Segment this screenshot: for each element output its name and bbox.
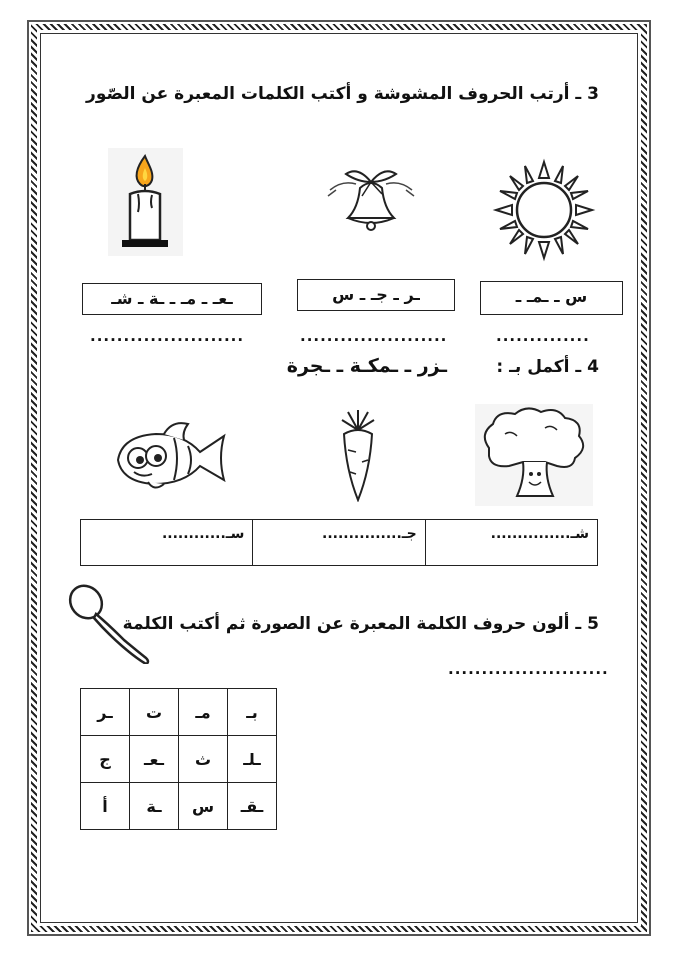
grid-cell[interactable]: ت — [130, 689, 179, 736]
answer-line-bell: ...................... — [300, 327, 448, 345]
grid-cell[interactable]: ـعـ — [130, 736, 179, 783]
bell-icon — [322, 160, 422, 240]
section4-letters: ـزر ـ ـمكـة ـ ـجرة — [286, 355, 447, 377]
grid-cell[interactable]: س — [179, 783, 228, 830]
grid-cell[interactable]: بـ — [228, 689, 277, 736]
grid-cell[interactable]: ـلـ — [228, 736, 277, 783]
carrot-icon — [328, 410, 388, 502]
scrambled-letters-candle: ـعـ ـ مـ ـ ـة ـ شـ — [82, 283, 262, 315]
fish-icon — [108, 414, 230, 494]
scrambled-letters-sun: س ـ ـمـ ـ — [480, 281, 623, 315]
grid-cell[interactable]: ـر — [81, 689, 130, 736]
letter-grid — [80, 688, 277, 830]
sun-icon — [492, 158, 596, 262]
grid-cell[interactable]: ج — [81, 736, 130, 783]
scrambled-letters-bell: ـر ـ جـ ـ س — [297, 279, 455, 311]
fill-in-table — [80, 519, 598, 566]
answer-line-sun: .............. — [496, 327, 590, 345]
section5-answer-line: ........................ — [448, 660, 609, 678]
fill-cell-tree[interactable]: شـ............... — [425, 520, 597, 566]
section3-heading: 3 ـ أرتب الحروف المشوشة و أكتب الكلمات المعبرة عن الصّور — [86, 84, 599, 104]
fill-cell-carrot[interactable]: جـ............... — [253, 520, 425, 566]
grid-cell[interactable]: مـ — [179, 689, 228, 736]
grid-cell[interactable]: ث — [179, 736, 228, 783]
tree-icon — [475, 404, 593, 506]
section4-heading: 4 ـ أكمل بـ : — [496, 357, 599, 377]
candle-icon — [108, 148, 183, 256]
grid-cell[interactable]: ـقـ — [228, 783, 277, 830]
answer-line-candle: ....................... — [90, 327, 245, 345]
grid-cell[interactable]: أ — [81, 783, 130, 830]
section5-heading: 5 ـ ألون حروف الكلمة المعبرة عن الصورة ثم أكتب الكلمة — [122, 614, 599, 634]
grid-cell[interactable]: ـة — [130, 783, 179, 830]
fill-cell-fish[interactable]: سـ............ — [81, 520, 253, 566]
